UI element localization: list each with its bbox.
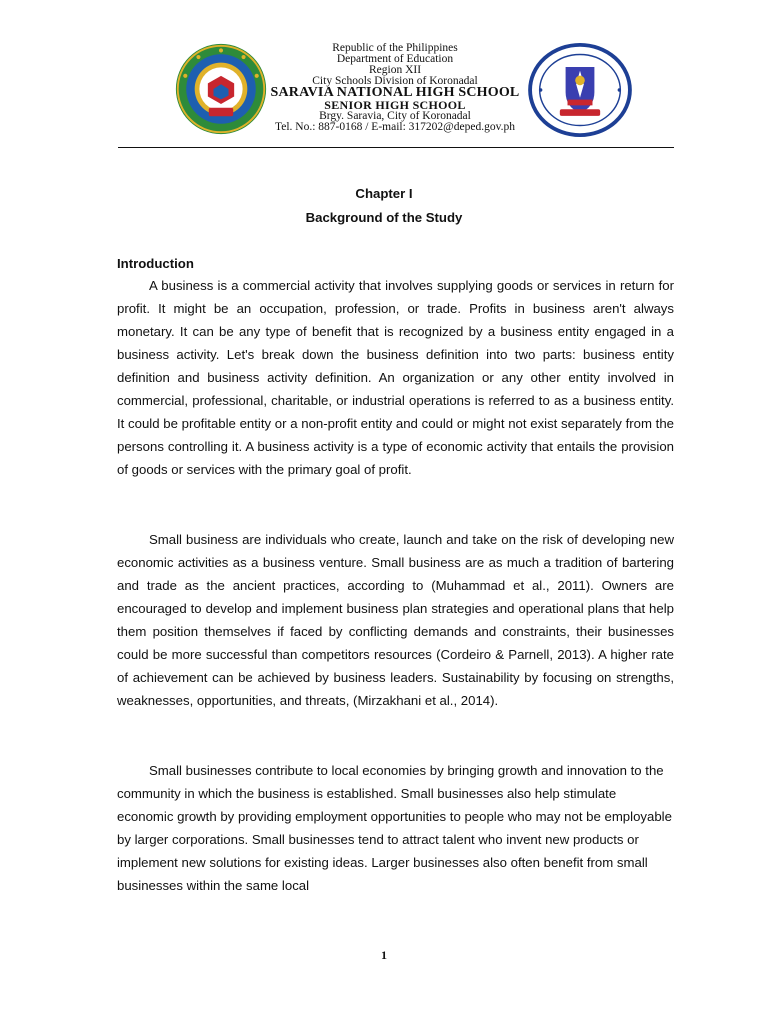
- document-title: Background of the Study: [305, 210, 463, 225]
- paragraph: Small businesses contribute to local economies by bringing growth and innovation to the community in which the business is established. Small businesses also help stimulate economic growth by providing employment opportunities to people who may not be employable by larger corporations. Small businesses tend to attract talent who invent new products or implement new solutions for existing ideas. Larger businesses also often benefit from small businesses within the same local: [117, 763, 672, 893]
- school-name: SARAVIA NATIONAL HIGH SCHOOL: [270, 85, 520, 100]
- paragraph: A business is a commercial activity that involves supplying goods or services in return for profit. It might be an occupation, profession, or trade. Profits in business aren't always monetary. It can be any type of benefit that is recognized by a business entity engaged in a business activity. Let's break down the business definition into two parts: business entity definition and business activity definition. An organization or any other entity involved in commercial, professional, charitable, or industrial operations is referred to as a business entity. It could be profitable entity or a non-profit entity and could or might not exist separately from the persons controlling it. A business activity is a type of economic activity that entails the provision of goods or services with the primary goal of profit.: [117, 278, 674, 477]
- deped-seal-icon: [526, 42, 634, 138]
- section-heading: Introduction: [117, 256, 194, 271]
- letterhead: [0, 0, 768, 150]
- chapter-title: Chapter I: [355, 186, 413, 201]
- school-address: Brgy. Saravia, City of Koronadal: [319, 110, 471, 122]
- paragraph: Small business are individuals who create, launch and take on the risk of developing new economic activities as a business venture. Small business are as much a tradition of bartering and trade as the ancient practices, according to (Muhammad et al., 2011). Owners are encouraged to develop and implement business plan strategies and operational plans that help them position themselves if faced by conflicting demands and constraints, their businesses could be more successful than competitors resources (Cordeiro & Parnell, 2013). A higher rate of achievement can be achieved by business leaders. Sustainability by focusing on strengths, weaknesses, opportunities, and threats, (Mirzakhani et al., 2014).: [117, 532, 674, 708]
- letterhead-division: City Schools Division of Koronadal: [312, 75, 478, 87]
- page-number: 1: [381, 948, 387, 962]
- letterhead-region: Region XII: [368, 64, 422, 76]
- letterhead-country: Republic of the Philippines: [332, 42, 458, 54]
- school-program: SENIOR HIGH SCHOOL: [324, 98, 466, 112]
- school-contact: Tel. No.: 887-0168 / E-mail: 317202@deped.gov.ph: [275, 121, 515, 133]
- letterhead-department: Department of Education: [336, 53, 454, 65]
- header-rule: [118, 147, 674, 148]
